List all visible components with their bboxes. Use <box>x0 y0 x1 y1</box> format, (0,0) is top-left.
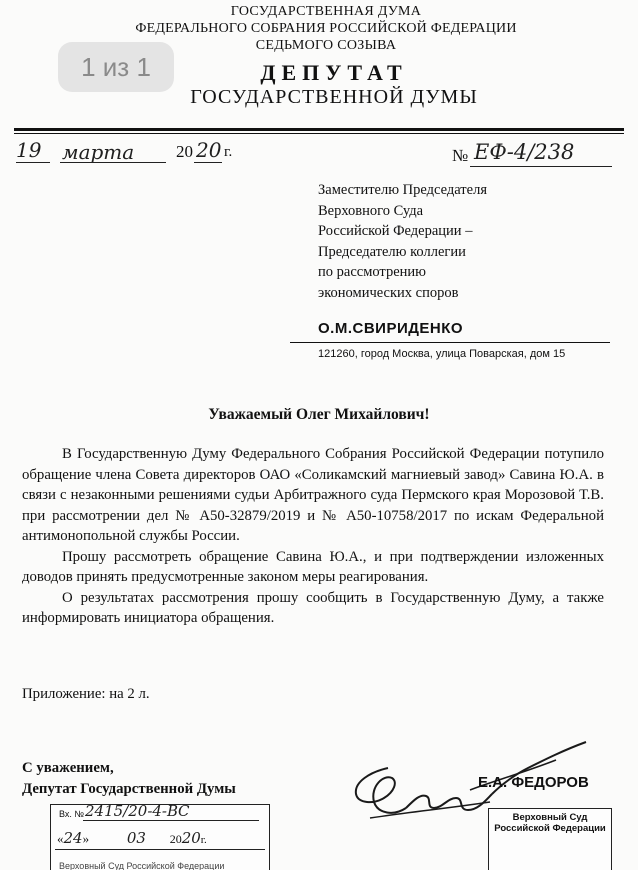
address-divider <box>290 342 610 343</box>
letterhead-line-2: ФЕДЕРАЛЬНОГО СОБРАНИЯ РОССИЙСКОЙ ФЕДЕРАЦИИ <box>135 21 517 36</box>
court-stamp-line-1: Верховный Суд <box>512 812 588 823</box>
outgoing-number-value: ЕФ-4/238 <box>474 140 575 164</box>
addressee-line: Заместителю Председателя <box>318 182 487 198</box>
salutation: Уважаемый Олег Михайлович! <box>208 406 430 423</box>
date-day: 19 <box>16 138 42 162</box>
letterhead-line-3: СЕДЬМОГО СОЗЫВА <box>255 38 397 53</box>
court-stamp <box>488 808 612 870</box>
addressee-line: по рассмотрению <box>318 264 426 280</box>
incoming-year-suffix-g: г. <box>200 834 207 846</box>
addressee-block <box>318 180 487 303</box>
letter-body <box>22 444 604 629</box>
body-paragraph-1: В Государственную Думу Федерального Собрания Российской Федерации потупило обращение члена Совета директоров ОАО «Соликамский магниевый завод» Савина Ю.А. в связи с незаконными решениями судьи Арбитражного суда Пермского края Морозовой Т.В. при рассмотрении дел № А50-32879/2019 и № А50-10758/2017 по искам Федеральной антимонопольной службы России. <box>22 446 604 544</box>
incoming-day: 24 <box>63 829 83 847</box>
incoming-month: 03 <box>126 829 146 847</box>
incoming-number-line <box>83 820 259 821</box>
date-year-suffix: 20 <box>196 138 222 162</box>
outgoing-number-line <box>470 166 612 167</box>
letterhead-subtitle: ГОСУДАРСТВЕННОЙ ДУМЫ <box>190 86 478 108</box>
outgoing-number-sign: № <box>452 146 469 165</box>
letterhead-title: ДЕПУТАТ <box>260 60 408 85</box>
header-rule-thick <box>14 128 624 131</box>
document-date <box>16 138 266 168</box>
date-month-line <box>60 162 166 163</box>
date-suffix: г. <box>224 144 233 160</box>
addressee-line: экономических споров <box>318 284 459 301</box>
addressee-name: О.М.СВИРИДЕНКО <box>318 320 464 337</box>
signer-name: Е.А. ФЕДОРОВ <box>478 774 589 791</box>
incoming-date-line <box>55 849 265 850</box>
body-paragraph-3: О результатах рассмотрения прошу сообщить в Государственную Думу, а также информировать инициатора обращения. <box>22 589 604 626</box>
closing-line-2: Депутат Государственной Думы <box>22 781 236 797</box>
body-paragraph-2: Прошу рассмотреть обращение Савина Ю.А., и при подтверждении изложенных доводов принять предусмотренные законом меры реагирования. <box>22 548 604 585</box>
outgoing-number <box>452 142 632 172</box>
date-year-line <box>194 162 222 163</box>
closing-block <box>22 758 236 800</box>
date-month: марта <box>62 140 135 164</box>
incoming-date: «24» 03 2020г. <box>57 829 207 847</box>
closing-line-1: С уважением, <box>22 760 114 776</box>
incoming-label: Вх. № <box>59 809 85 819</box>
page-indicator-badge: 1 из 1 <box>58 42 174 92</box>
date-day-line <box>16 162 50 163</box>
incoming-year-prefix: 20 <box>169 832 182 846</box>
addressee-line: Российской Федерации – <box>318 223 473 239</box>
header-rule-thin <box>14 133 624 134</box>
incoming-registration-stamp <box>50 804 270 870</box>
addressee-address: 121260, город Москва, улица Поварская, дом 15 <box>318 348 566 360</box>
incoming-number: 2415/20-4-ВС <box>85 802 190 820</box>
date-year-prefix: 20 <box>176 142 193 161</box>
letterhead-line-1: ГОСУДАРСТВЕННАЯ ДУМА <box>230 4 422 19</box>
attachment-note: Приложение: на 2 л. <box>22 686 150 702</box>
addressee-line: Верховного Суда <box>318 202 424 219</box>
incoming-year-suffix: 20 <box>181 829 201 847</box>
addressee-line: Председателю коллегии <box>318 243 466 260</box>
court-stamp-line-2: Российской Федерации <box>494 823 606 834</box>
incoming-org: Верховный Суд Российской Федерации <box>59 861 225 870</box>
